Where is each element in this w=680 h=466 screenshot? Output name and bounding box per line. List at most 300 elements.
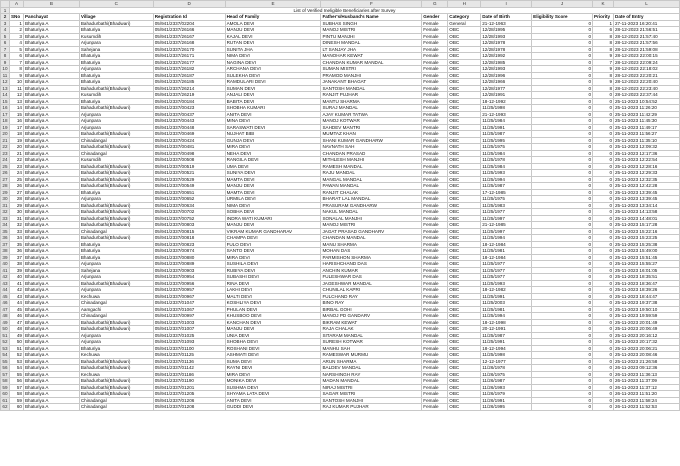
cell-village[interactable]: Arjunpara (79, 66, 153, 73)
header-cell-eligibility-score[interactable]: Eligibility Score (532, 14, 593, 21)
cell-date-of-birth[interactable]: 11/25/1993 (481, 280, 532, 287)
cell-panchayat[interactable]: Bhaturiya A (23, 345, 79, 352)
cell-head-of-family[interactable]: SUMAN DEVI (225, 85, 321, 92)
row-number[interactable]: 18 (2, 118, 8, 123)
cell-eligibility-score[interactable]: 0 (532, 196, 593, 203)
cell-gender[interactable]: Female (422, 352, 448, 359)
cell-head-of-family[interactable]: RANGILA DEVI (225, 157, 321, 164)
cell-sno[interactable]: 31 (9, 215, 23, 222)
cell-category[interactable]: OBC (448, 274, 481, 281)
cell-date-of-birth[interactable]: 11/25/1978 (481, 157, 532, 164)
cell-village[interactable]: Bahadurbathi(Bhadwari) (79, 319, 153, 326)
cell-eligibility-score[interactable]: 0 (532, 215, 593, 222)
cell-date-of-birth[interactable]: 11/25/1975 (481, 196, 532, 203)
cell-eligibility-score[interactable]: 0 (532, 183, 593, 190)
cell-head-of-family[interactable]: RUTAN DEVI (225, 40, 321, 47)
cell-head-of-family[interactable]: SUMA DEVI (225, 358, 321, 365)
cell-head-of-family[interactable]: NEHA DEVI (225, 150, 321, 157)
cell-eligibility-score[interactable]: 0 (532, 40, 593, 47)
cell-date-of-entry[interactable]: 25-11-2023 19:59:59 (614, 313, 680, 320)
cell-category[interactable]: OBC (448, 66, 481, 73)
cell-date-of-birth[interactable]: 11/25/1977 (481, 209, 532, 216)
cell-father-husband-name[interactable]: RAMESWAR MURMU (321, 352, 422, 359)
cell-father-husband-name[interactable]: MANOHAR KEWAT (321, 53, 422, 60)
cell-sno[interactable]: 45 (9, 306, 23, 313)
cell-registration-id[interactable]: 05/941/2337/00184 (153, 98, 225, 105)
cell-father-husband-name[interactable]: ANCHIN KUMAR (321, 267, 422, 274)
row-number[interactable]: 17 (2, 111, 8, 117)
cell-panchayat[interactable]: Bhaturiya A (23, 59, 79, 66)
cell-panchayat[interactable]: Bhaturiya A (23, 352, 79, 359)
row-number[interactable]: 3 (1, 20, 10, 27)
cell-category[interactable]: OBC (448, 404, 481, 411)
cell-gender[interactable]: Female (422, 72, 448, 79)
cell-head-of-family[interactable]: SUSHILA DEVI (225, 261, 321, 268)
cell-father-husband-name[interactable]: PINTU MANJHI (321, 33, 422, 40)
cell-eligibility-score[interactable]: 0 (532, 33, 593, 40)
cell-village[interactable]: Bahadurbathi(Bhadwari) (79, 378, 153, 385)
row-number[interactable]: 2 (1, 14, 10, 21)
cell-date-of-birth[interactable]: 11/26/1978 (481, 365, 532, 372)
cell-village[interactable]: Bahadurbathi(Bhadwari) (79, 326, 153, 333)
row-number[interactable]: 35 (2, 228, 8, 234)
cell-village[interactable]: Chinadangal (79, 137, 153, 144)
cell-registration-id[interactable]: 05/941/2337/00752 (153, 215, 225, 222)
cell-gender[interactable]: Female (422, 261, 448, 268)
cell-sno[interactable]: 50 (9, 339, 23, 346)
cell-panchayat[interactable]: Bhaturiya A (23, 339, 79, 346)
cell-village[interactable]: Arjunpara (79, 111, 153, 118)
cell-sno[interactable]: 58 (9, 391, 23, 398)
cell-panchayat[interactable]: Bhaturiya A (23, 391, 79, 398)
cell-eligibility-score[interactable]: 0 (532, 59, 593, 66)
cell-sno[interactable]: 17 (9, 124, 23, 131)
cell-sno[interactable]: 26 (9, 183, 23, 190)
cell-category[interactable]: OBC (448, 163, 481, 170)
cell-registration-id[interactable]: 05/941/2337/01136 (153, 358, 225, 365)
cell-panchayat[interactable]: Bhaturiya A (23, 33, 79, 40)
cell-village[interactable]: Bahadurbathi(Bhadwari) (79, 131, 153, 138)
cell-category[interactable]: OBC (448, 72, 481, 79)
cell-village[interactable]: Bahadurbathi(Bhadwari) (79, 215, 153, 222)
cell-date-of-entry[interactable]: 25-11-2023 12:09:32 (614, 144, 680, 151)
cell-eligibility-score[interactable]: 0 (532, 209, 593, 216)
cell-date-of-entry[interactable]: 27-11-2023 16:20:41 (614, 20, 680, 27)
cell-gender[interactable]: Female (422, 66, 448, 73)
header-cell-category[interactable]: Category (448, 14, 481, 21)
cell-registration-id[interactable]: 05/941/2337/00448 (153, 124, 225, 131)
cell-village[interactable]: Sahejana (79, 46, 153, 53)
cell-sno[interactable]: 30 (9, 209, 23, 216)
cell-sno[interactable]: 56 (9, 378, 23, 385)
cell-date-of-entry[interactable]: 25-11-2023 20:06:21 (614, 345, 680, 352)
cell-date-of-birth[interactable]: 11/25/1994 (481, 176, 532, 183)
cell-father-husband-name[interactable]: BIRBAL GOHI (321, 306, 422, 313)
cell-panchayat[interactable]: Bhaturiya A (23, 40, 79, 47)
row-number[interactable]: 9 (1, 59, 10, 66)
cell-village[interactable]: Bahadurbathi(Bhadwari) (79, 144, 153, 151)
cell-registration-id[interactable]: 05/941/2337/00521 (153, 170, 225, 177)
cell-head-of-family[interactable]: SANTO DEVI (225, 248, 321, 255)
cell-priority[interactable]: 0 (593, 131, 614, 138)
cell-father-husband-name[interactable]: MANHU SAH (321, 345, 422, 352)
cell-father-husband-name[interactable]: SANTOSH MANDAL (321, 85, 422, 92)
cell-priority[interactable]: 0 (593, 371, 614, 378)
cell-father-husband-name[interactable]: PAWAN MANDAL (321, 183, 422, 190)
cell-panchayat[interactable]: Bhaturiya A (23, 280, 79, 287)
cell-gender[interactable]: Female (422, 339, 448, 346)
cell-priority[interactable]: 0 (593, 287, 614, 294)
cell-eligibility-score[interactable]: 0 (532, 92, 593, 99)
cell-category[interactable]: OBC (448, 280, 481, 287)
cell-date-of-entry[interactable]: 25-11-2023 11:26:20 (614, 105, 680, 112)
cell-priority[interactable]: 6 (593, 27, 614, 34)
cell-eligibility-score[interactable]: 0 (532, 144, 593, 151)
cell-head-of-family[interactable]: RUBIYA DEVI (225, 267, 321, 274)
cell-gender[interactable]: Female (422, 92, 448, 99)
cell-panchayat[interactable]: Bhaturiya A (23, 228, 79, 235)
cell-panchayat[interactable]: Bhaturiya A (23, 287, 79, 294)
cell-date-of-birth[interactable]: 21-12-1985 (481, 222, 532, 229)
cell-gender[interactable]: Female (422, 215, 448, 222)
cell-date-of-entry[interactable]: 25-11-2023 19:37:38 (614, 300, 680, 307)
cell-sno[interactable]: 13 (9, 98, 23, 105)
cell-date-of-entry[interactable]: 25-11-2023 15:49:00 (614, 248, 680, 255)
row-number[interactable]: 14 (2, 92, 8, 97)
cell-gender[interactable]: Female (422, 371, 448, 378)
cell-eligibility-score[interactable]: 0 (532, 27, 593, 34)
column-header-a[interactable]: A (9, 1, 23, 8)
cell-head-of-family[interactable]: ANITA DEVI (225, 397, 321, 404)
cell-date-of-entry[interactable]: 25-11-2023 18:35:51 (614, 274, 680, 281)
cell-category[interactable]: OBC (448, 124, 481, 131)
cell-date-of-birth[interactable]: 11/25/1984 (481, 118, 532, 125)
cell-head-of-family[interactable]: SUSHMA DEVI (225, 384, 321, 391)
cell-eligibility-score[interactable]: 0 (532, 105, 593, 112)
cell-priority[interactable]: 0 (593, 150, 614, 157)
cell-date-of-birth[interactable]: 11/26/1993 (481, 384, 532, 391)
cell-priority[interactable]: 0 (593, 358, 614, 365)
cell-category[interactable]: OBC (448, 137, 481, 144)
header-cell-panchayat[interactable]: Panchayat (23, 14, 79, 21)
cell-category[interactable]: OBC (448, 397, 481, 404)
cell-gender[interactable]: Female (422, 85, 448, 92)
cell-father-husband-name[interactable]: MADAN MANDAL (321, 378, 422, 385)
cell-head-of-family[interactable]: RAMDULARI DEVI (225, 79, 321, 86)
cell-gender[interactable]: Female (422, 189, 448, 196)
cell-village[interactable]: Kusumdih (79, 157, 153, 164)
cell-village[interactable]: Chinadangal (79, 313, 153, 320)
row-number[interactable]: 60 (2, 391, 8, 396)
cell-date-of-entry[interactable]: 26-11-2023 11:37:12 (614, 384, 680, 391)
cell-sno[interactable]: 12 (9, 92, 23, 99)
cell-registration-id[interactable]: 05/941/2337/00519 (153, 163, 225, 170)
row-number[interactable]: 23 (2, 150, 8, 156)
cell-panchayat[interactable]: Bhaturiya A (23, 319, 79, 326)
cell-category[interactable]: OBC (448, 378, 481, 385)
cell-panchayat[interactable]: Bhaturiya A (23, 241, 79, 248)
cell-panchayat[interactable]: Bhaturiya A (23, 131, 79, 138)
row-number[interactable]: 6 (1, 40, 10, 47)
cell-priority[interactable]: 0 (593, 163, 614, 170)
cell-date-of-birth[interactable]: 11/25/1991 (481, 293, 532, 300)
cell-father-husband-name[interactable]: ARUN SHARMA (321, 358, 422, 365)
cell-eligibility-score[interactable]: 0 (532, 378, 593, 385)
cell-village[interactable]: Bahadurbathi(Bhadwari) (79, 384, 153, 391)
row-number[interactable]: 8 (1, 53, 10, 60)
cell-date-of-birth[interactable]: 12/28/1995 (481, 27, 532, 34)
cell-priority[interactable]: 0 (593, 326, 614, 333)
cell-panchayat[interactable]: Bhaturiya A (23, 183, 79, 190)
cell-village[interactable]: Bahadurbathi(Bhadwari) (79, 163, 153, 170)
cell-category[interactable]: OBC (448, 267, 481, 274)
cell-panchayat[interactable]: Bhaturiya A (23, 261, 79, 268)
cell-category[interactable]: OBC (448, 371, 481, 378)
cell-father-husband-name[interactable]: PRASURAM GANDHARW (321, 202, 422, 209)
cell-priority[interactable]: 0 (593, 176, 614, 183)
cell-category[interactable]: OBC (448, 300, 481, 307)
cell-priority[interactable]: 0 (593, 332, 614, 339)
cell-date-of-entry[interactable]: 26-11-2023 11:58:24 (614, 397, 680, 404)
row-number[interactable]: 43 (2, 280, 8, 286)
row-number[interactable]: 58 (2, 378, 8, 383)
cell-category[interactable]: OBC (448, 196, 481, 203)
row-number[interactable]: 57 (2, 371, 8, 377)
cell-gender[interactable]: Female (422, 105, 448, 112)
cell-date-of-entry[interactable]: 25-11-2023 20:17:32 (614, 339, 680, 346)
cell-registration-id[interactable]: 05/941/2337/02204 (153, 20, 225, 27)
cell-head-of-family[interactable]: ANJALI DEVI (225, 92, 321, 99)
cell-eligibility-score[interactable]: 0 (532, 46, 593, 53)
cell-panchayat[interactable]: Bhaturiya A (23, 332, 79, 339)
cell-sno[interactable]: 8 (9, 66, 23, 73)
cell-registration-id[interactable]: 05/941/2337/00508 (153, 157, 225, 164)
cell-category[interactable]: OBC (448, 254, 481, 261)
row-number[interactable]: 41 (2, 267, 8, 273)
row-number[interactable]: 39 (2, 254, 8, 260)
cell-date-of-entry[interactable]: 26-11-2023 09:12:36 (614, 365, 680, 372)
column-header-f[interactable]: F (321, 1, 422, 8)
cell-priority[interactable]: 0 (593, 235, 614, 242)
cell-panchayat[interactable]: Bhaturiya A (23, 404, 79, 411)
cell-eligibility-score[interactable]: 0 (532, 163, 593, 170)
cell-priority[interactable]: 0 (593, 306, 614, 313)
cell-priority[interactable]: 0 (593, 313, 614, 320)
cell-father-husband-name[interactable]: MANGAL MANDAL (321, 176, 422, 183)
cell-father-husband-name[interactable]: MANOJ MISTRI (321, 222, 422, 229)
cell-gender[interactable]: Female (422, 404, 448, 411)
cell-category[interactable]: General (448, 20, 481, 27)
cell-head-of-family[interactable]: GUNJA DEVI (225, 137, 321, 144)
cell-date-of-entry[interactable]: 25-11-2023 14:48:01 (614, 215, 680, 222)
cell-panchayat[interactable]: Bhaturiya A (23, 144, 79, 151)
cell-priority[interactable]: 0 (593, 378, 614, 385)
cell-eligibility-score[interactable]: 0 (532, 384, 593, 391)
cell-gender[interactable]: Female (422, 365, 448, 372)
cell-category[interactable]: OBC (448, 339, 481, 346)
cell-head-of-family[interactable]: GUDDI DEVI (225, 404, 321, 411)
cell-registration-id[interactable]: 05/941/2337/01208 (153, 404, 225, 411)
cell-panchayat[interactable]: Bhaturiya A (23, 371, 79, 378)
cell-gender[interactable]: Female (422, 59, 448, 66)
header-cell-priority[interactable]: Priority (593, 14, 614, 21)
cell-father-husband-name[interactable]: MANOJ KOTWAR (321, 118, 422, 125)
cell-gender[interactable]: Female (422, 202, 448, 209)
cell-gender[interactable]: Female (422, 150, 448, 157)
cell-category[interactable]: OBC (448, 183, 481, 190)
cell-priority[interactable]: 0 (593, 209, 614, 216)
cell-date-of-entry[interactable]: 25-11-2023 15:25:38 (614, 241, 680, 248)
cell-father-husband-name[interactable]: SUMAN MISTRI (321, 66, 422, 73)
header-cell-registration-id[interactable]: Registration Id (153, 14, 225, 21)
cell-father-husband-name[interactable]: CHUNILAL KAPRI (321, 287, 422, 294)
cell-sno[interactable]: 51 (9, 345, 23, 352)
cell-father-husband-name[interactable]: HARISHCHAND DAS (321, 261, 422, 268)
cell-date-of-entry[interactable]: 28-12-2023 22:09:24 (614, 59, 680, 66)
cell-date-of-entry[interactable]: 25-11-2023 14:13:58 (614, 209, 680, 216)
cell-panchayat[interactable]: Bhaturiya A (23, 53, 79, 60)
cell-head-of-family[interactable]: ARCHANA DEVI (225, 66, 321, 73)
cell-registration-id[interactable]: 05/941/2337/00481 (153, 144, 225, 151)
cell-gender[interactable]: Female (422, 111, 448, 118)
cell-village[interactable]: Bahadurbathi(Bhadwari) (79, 358, 153, 365)
row-number[interactable]: 36 (2, 235, 8, 240)
cell-priority[interactable]: 0 (593, 267, 614, 274)
cell-date-of-entry[interactable]: 25-11-2023 20:16:12 (614, 332, 680, 339)
cell-gender[interactable]: Female (422, 358, 448, 365)
cell-registration-id[interactable]: 05/941/2337/00651 (153, 189, 225, 196)
cell-priority[interactable]: 0 (593, 248, 614, 255)
row-number[interactable]: 30 (2, 196, 8, 201)
cell-village[interactable]: Bahadurbathi(Bhadwari) (79, 105, 153, 112)
cell-sno[interactable]: 22 (9, 157, 23, 164)
cell-gender[interactable]: Female (422, 391, 448, 398)
cell-gender[interactable]: Female (422, 33, 448, 40)
cell-eligibility-score[interactable]: 0 (532, 85, 593, 92)
cell-eligibility-score[interactable]: 0 (532, 222, 593, 229)
cell-village[interactable]: Chinadangal (79, 404, 153, 411)
cell-category[interactable]: OBC (448, 85, 481, 92)
cell-village[interactable]: Kusumdih (79, 92, 153, 99)
cell-head-of-family[interactable]: MALTI DEVI (225, 293, 321, 300)
row-number[interactable]: 34 (2, 222, 8, 227)
cell-category[interactable]: OBC (448, 384, 481, 391)
cell-category[interactable]: OBC (448, 235, 481, 242)
cell-date-of-birth[interactable]: 11/25/1981 (481, 248, 532, 255)
cell-gender[interactable]: Female (422, 384, 448, 391)
cell-gender[interactable]: Female (422, 124, 448, 131)
header-cell-head-of-family[interactable]: Head of Family (225, 14, 321, 21)
cell-sno[interactable]: 34 (9, 235, 23, 242)
cell-date-of-entry[interactable]: 25-11-2023 12:28:16 (614, 163, 680, 170)
cell-priority[interactable]: 8 (593, 40, 614, 47)
cell-date-of-birth[interactable]: 11/25/2003 (481, 300, 532, 307)
cell-sno[interactable]: 11 (9, 85, 23, 92)
cell-sno[interactable]: 20 (9, 144, 23, 151)
cell-priority[interactable]: 8 (593, 33, 614, 40)
cell-category[interactable]: OBC (448, 313, 481, 320)
cell-registration-id[interactable]: 05/941/2337/01100 (153, 345, 225, 352)
cell-sno[interactable]: 6 (9, 53, 23, 60)
cell-panchayat[interactable]: Bhaturiya A (23, 313, 79, 320)
cell-village[interactable]: Bahadurbathi(Bhadwari) (79, 20, 153, 27)
row-number[interactable]: 38 (2, 248, 8, 253)
cell-priority[interactable]: 0 (593, 352, 614, 359)
cell-village[interactable]: Bhaturiya (79, 59, 153, 66)
cell-priority[interactable]: 0 (593, 189, 614, 196)
cell-registration-id[interactable]: 05/941/2337/00957 (153, 287, 225, 294)
cell-date-of-entry[interactable]: 28-12-2023 21:57:40 (614, 33, 680, 40)
cell-village[interactable]: Bahadurbathi(Bhadwari) (79, 170, 153, 177)
cell-eligibility-score[interactable]: 0 (532, 391, 593, 398)
cell-date-of-birth[interactable]: 18-12-1984 (481, 241, 532, 248)
cell-category[interactable]: OBC (448, 79, 481, 86)
cell-panchayat[interactable]: Bhaturiya A (23, 72, 79, 79)
cell-gender[interactable]: Female (422, 163, 448, 170)
row-number[interactable]: 59 (2, 384, 8, 390)
cell-date-of-entry[interactable]: 25-11-2023 21:26:58 (614, 358, 680, 365)
column-header-h[interactable]: H (448, 1, 481, 8)
cell-date-of-entry[interactable]: 25-11-2023 13:39:45 (614, 196, 680, 203)
cell-village[interactable]: Chinadangal (79, 150, 153, 157)
cell-village[interactable]: Bahadurbathi(Bhadwari) (79, 202, 153, 209)
cell-gender[interactable]: Female (422, 183, 448, 190)
cell-registration-id[interactable]: 05/941/2337/00529 (153, 176, 225, 183)
cell-registration-id[interactable]: 05/941/2337/26167 (153, 33, 225, 40)
cell-panchayat[interactable]: Bhaturiya A (23, 365, 79, 372)
cell-head-of-family[interactable]: MANJU DEVI (225, 326, 321, 333)
cell-father-husband-name[interactable]: MANU SHARMA (321, 241, 422, 248)
cell-date-of-entry[interactable]: 25-11-2023 11:49:17 (614, 124, 680, 131)
row-number[interactable]: 54 (2, 352, 8, 357)
cell-panchayat[interactable]: Bhaturiya A (23, 92, 79, 99)
cell-father-husband-name[interactable]: NAVNATH SAH (321, 144, 422, 151)
cell-registration-id[interactable]: 05/941/2337/01186 (153, 371, 225, 378)
cell-gender[interactable]: Female (422, 79, 448, 86)
cell-priority[interactable]: 0 (593, 397, 614, 404)
cell-priority[interactable]: 8 (593, 72, 614, 79)
cell-gender[interactable]: Female (422, 345, 448, 352)
cell-eligibility-score[interactable]: 0 (532, 404, 593, 411)
cell-eligibility-score[interactable]: 0 (532, 241, 593, 248)
cell-date-of-birth[interactable]: 11/25/1991 (481, 339, 532, 346)
cell-village[interactable]: Bhaturiya (79, 254, 153, 261)
cell-priority[interactable]: 0 (593, 118, 614, 125)
cell-panchayat[interactable]: Bhaturiya A (23, 235, 79, 242)
header-cell-gender[interactable]: Gender (422, 14, 448, 21)
cell-panchayat[interactable]: Bhaturiya A (23, 248, 79, 255)
cell-sno[interactable]: 40 (9, 274, 23, 281)
cell-date-of-birth[interactable]: 11/26/1991 (481, 397, 532, 404)
cell-gender[interactable]: Female (422, 196, 448, 203)
cell-head-of-family[interactable]: VIKRAM KUMAR GANDHARAV (225, 228, 321, 235)
cell-date-of-birth[interactable]: 18-12-1982 (481, 287, 532, 294)
cell-head-of-family[interactable]: SHOBHA DEVI (225, 339, 321, 346)
cell-priority[interactable]: 0 (593, 105, 614, 112)
header-cell-sno[interactable]: SNo (9, 14, 23, 21)
cell-category[interactable]: OBC (448, 352, 481, 359)
cell-registration-id[interactable]: 05/941/2337/00967 (153, 293, 225, 300)
cell-registration-id[interactable]: 05/941/2337/00823 (153, 241, 225, 248)
cell-head-of-family[interactable]: KOSHLIYA DEVI (225, 300, 321, 307)
cell-priority[interactable]: 0 (593, 124, 614, 131)
cell-date-of-entry[interactable]: 28-12-2023 22:18:02 (614, 66, 680, 73)
cell-head-of-family[interactable]: ASHMATI DEVI (225, 352, 321, 359)
cell-priority[interactable]: 0 (593, 241, 614, 248)
cell-head-of-family[interactable]: NAGINA DEVI (225, 59, 321, 66)
cell-date-of-birth[interactable]: 11/25/1995 (481, 137, 532, 144)
cell-panchayat[interactable]: Bhaturiya A (23, 98, 79, 105)
